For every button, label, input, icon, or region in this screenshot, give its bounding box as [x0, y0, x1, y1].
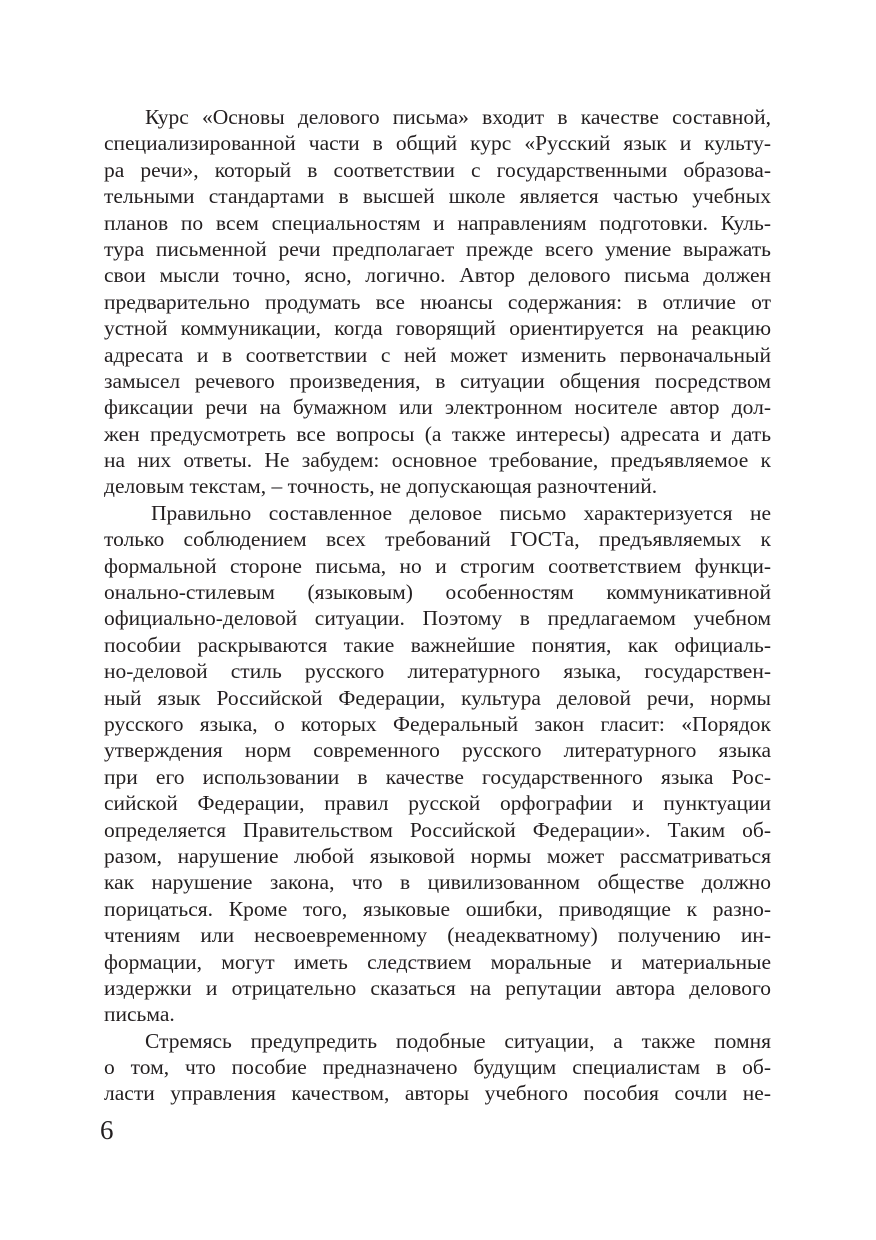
text-line: Курс «Основы делового письма» входит в качестве составной, — [145, 105, 771, 129]
text-line: русского языка, о которых Федеральный закон гласит: «Порядок — [104, 711, 771, 736]
text-line: фиксации речи на бумажном или электронном носителе автор дол- — [104, 395, 771, 420]
text-line: утверждения норм современного русского литературного языка — [104, 738, 771, 763]
text-line: официально-деловой ситуации. Поэтому в предлагаемом учебном — [104, 606, 771, 631]
text-line: о том, что пособие предназначено будущим специалистам в об- — [104, 1055, 771, 1080]
paragraph-3 — [104, 1028, 771, 1107]
text-line: ный язык Российской Федерации, культура деловой речи, нормы — [104, 685, 771, 710]
text-line: Стремясь предупредить подобные ситуации, а также помня — [145, 1028, 771, 1053]
text-line: адресата и в соответствии с ней может изменить первоначальный — [104, 342, 771, 367]
text-line: при его использовании в качестве государственного языка Рос- — [104, 764, 771, 789]
text-line: Правильно составленное деловое письмо характеризуется не — [151, 500, 771, 525]
body-text — [104, 104, 771, 1107]
text-line: только соблюдением всех требований ГОСТа, предъявляемых к — [104, 527, 771, 552]
text-line: тельными стандартами в высшей школе является частью учебных — [104, 184, 771, 209]
text-line: деловым текстам, – точность, не допускающая разночтений. — [104, 474, 658, 499]
text-line: замысел речевого произведения, в ситуации общения посредством — [104, 368, 771, 393]
page-number: 6 — [100, 1115, 114, 1145]
text-line: ласти управления качеством, авторы учебного пособия сочли не- — [104, 1081, 771, 1106]
text-line: чтениям или несвоевременному (неадекватному) получению ин- — [104, 923, 771, 948]
text-line: письма. — [104, 1002, 175, 1027]
text-line: предварительно продумать все нюансы содержания: в отличие от — [104, 289, 771, 314]
paragraph-1 — [104, 104, 771, 500]
text-line: разом, нарушение любой языковой нормы может рассматриваться — [104, 843, 771, 868]
text-line: порицаться. Кроме того, языковые ошибки, приводящие к разно- — [104, 896, 771, 921]
text-line: формации, могут иметь следствием моральные и материальные — [104, 949, 771, 974]
text-line: сийской Федерации, правил русской орфографии и пунктуации — [104, 791, 771, 816]
text-line: свои мысли точно, ясно, логично. Автор делового письма должен — [104, 263, 771, 288]
text-line: онально-стилевым (языковым) особенностям коммуникативной — [104, 580, 771, 605]
text-line: специализированной части в общий курс «Русский язык и культу- — [104, 131, 771, 156]
text-line: формальной стороне письма, но и строгим соответствием функци- — [104, 553, 771, 578]
text-line: планов по всем специальностям и направлениям подготовки. Куль- — [104, 210, 771, 235]
text-line: определяется Правительством Российской Федерации». Таким об- — [104, 817, 771, 842]
text-line: на них ответы. Не забудем: основное требование, предъявляемое к — [104, 448, 771, 473]
text-line: ра речи», который в соответствии с государственными образова- — [104, 157, 771, 182]
text-line: как нарушение закона, что в цивилизованном обществе должно — [104, 870, 771, 895]
text-line: устной коммуникации, когда говорящий ориентируется на реакцию — [104, 316, 771, 341]
text-line: но-деловой стиль русского литературного языка, государствен- — [104, 659, 771, 684]
text-line: тура письменной речи предполагает прежде всего умение выражать — [104, 236, 771, 261]
text-line: пособии раскрываются такие важнейшие понятия, как официаль- — [104, 632, 771, 657]
text-line: издержки и отрицательно сказаться на репутации автора делового — [104, 975, 771, 1000]
paragraph-2 — [104, 500, 771, 1028]
text-line: жен предусмотреть все вопросы (а также интересы) адресата и дать — [104, 421, 771, 446]
